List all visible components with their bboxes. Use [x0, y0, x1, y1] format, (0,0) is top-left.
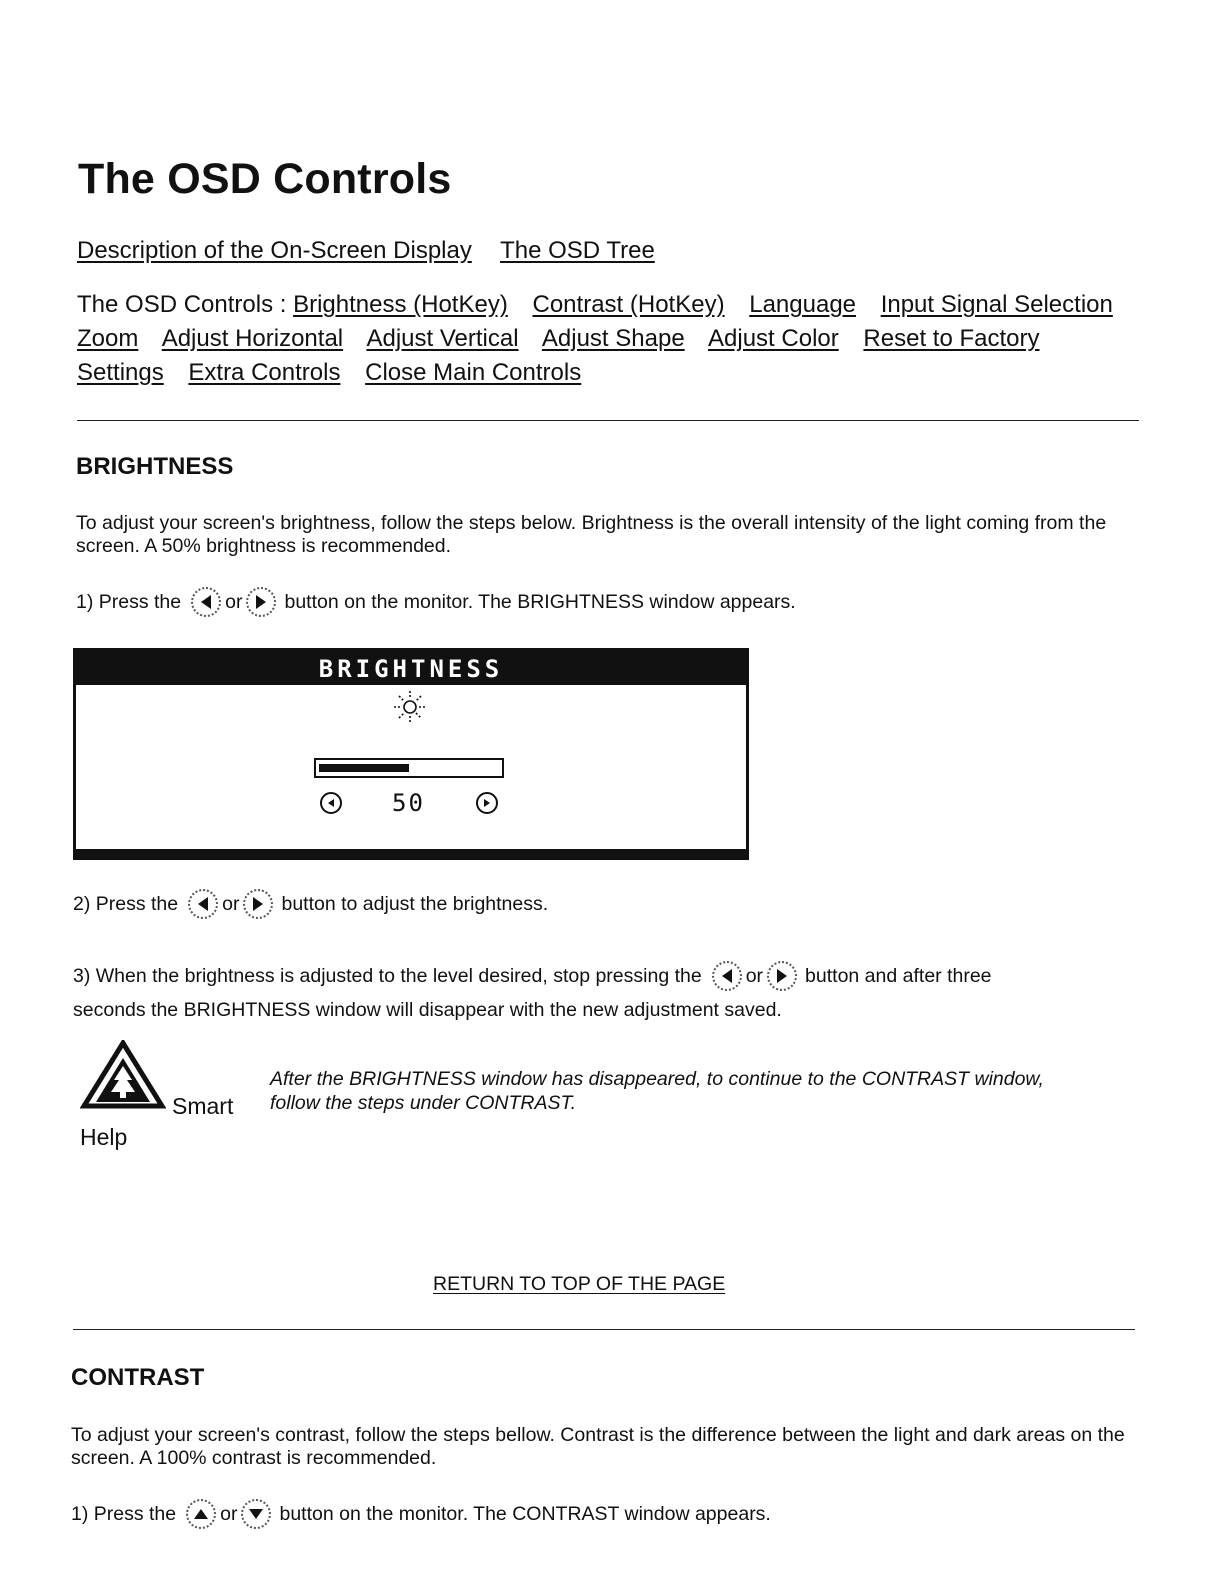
osd-title: BRIGHTNESS [76, 651, 746, 685]
contrast-step-1 [71, 1498, 771, 1530]
link-reset-factory[interactable]: Reset to Factory Settings [77, 325, 1040, 386]
page-title: The OSD Controls [78, 155, 452, 203]
return-to-top-link[interactable]: RETURN TO TOP OF THE PAGE [433, 1273, 726, 1295]
smart-help-label-2: Help [80, 1124, 128, 1150]
left-arrow-button-icon [191, 587, 221, 617]
brightness-osd-window [73, 648, 749, 860]
step-text: 1) Press the [76, 590, 182, 613]
link-adjust-color[interactable]: Adjust Color [708, 325, 839, 352]
brightness-level-bar [314, 758, 504, 778]
link-input-signal-selection[interactable]: Input Signal Selection [880, 291, 1113, 318]
right-arrow-button-icon [246, 587, 276, 617]
controls-nav [77, 288, 1137, 390]
smart-help-warning-icon [80, 1040, 166, 1115]
step-text: 1) Press the [71, 1502, 177, 1525]
step-text: or [225, 590, 243, 613]
osd-value: 50 [392, 789, 425, 817]
down-arrow-button-icon [241, 1499, 271, 1529]
step-text: button on the monitor. The CONTRAST window appears. [279, 1502, 771, 1525]
osd-right-arrow-icon [476, 792, 498, 814]
smart-help-label: Smart [172, 1093, 234, 1119]
controls-nav-prefix: The OSD Controls : [77, 291, 294, 318]
brightness-heading: BRIGHTNESS [76, 453, 234, 480]
brightness-step-2 [73, 888, 548, 920]
link-description-osd[interactable]: Description of the On-Screen Display [77, 237, 472, 264]
brightness-step-3 [73, 960, 992, 992]
link-language[interactable]: Language [749, 291, 857, 318]
link-osd-tree[interactable]: The OSD Tree [500, 237, 655, 264]
link-adjust-horizontal[interactable]: Adjust Horizontal [161, 325, 344, 352]
step-text: or [222, 892, 240, 915]
brightness-level-fill [319, 764, 409, 772]
link-extra-controls[interactable]: Extra Controls [188, 359, 341, 386]
up-arrow-button-icon [186, 1499, 216, 1529]
osd-bottom-bar [76, 849, 746, 857]
link-adjust-shape[interactable]: Adjust Shape [541, 325, 685, 352]
top-nav [77, 237, 677, 265]
sun-icon [392, 689, 428, 730]
brightness-intro: To adjust your screen's brightness, follow the steps below. Brightness is the overall intensity of the light coming from the screen. A 50% brightness is recommended. [76, 512, 1107, 557]
left-arrow-button-icon [712, 961, 742, 991]
link-contrast[interactable]: Contrast (HotKey) [532, 291, 725, 318]
link-close-main-controls[interactable]: Close Main Controls [365, 359, 582, 386]
right-arrow-button-icon [767, 961, 797, 991]
step-text: or [745, 964, 764, 987]
link-brightness[interactable]: Brightness (HotKey) [293, 291, 508, 318]
contrast-intro: To adjust your screen's contrast, follow the steps bellow. Contrast is the difference between the light and dark areas on the screen. A 100% contrast is recommended. [71, 1424, 1125, 1469]
divider [73, 1329, 1135, 1330]
link-zoom[interactable]: Zoom [77, 325, 139, 352]
brightness-step-1 [76, 586, 796, 618]
step-text: button and after three [805, 964, 992, 987]
divider [77, 420, 1139, 421]
brightness-step-3-cont: seconds the BRIGHTNESS window will disappear with the new adjustment saved. [73, 999, 782, 1021]
step-text: 3) When the brightness is adjusted to the level desired, stop pressing the [73, 964, 702, 987]
step-text: button to adjust the brightness. [281, 892, 549, 915]
step-text: button on the monitor. The BRIGHTNESS window appears. [284, 590, 796, 613]
step-text: or [220, 1502, 238, 1525]
right-arrow-button-icon [243, 889, 273, 919]
osd-left-arrow-icon [320, 792, 342, 814]
step-text: 2) Press the [73, 892, 179, 915]
contrast-heading: CONTRAST [71, 1364, 205, 1391]
link-adjust-vertical[interactable]: Adjust Vertical [366, 325, 519, 352]
left-arrow-button-icon [188, 889, 218, 919]
smart-help-text: After the BRIGHTNESS window has disappeared, to continue to the CONTRAST window, follow the steps under CONTRAST. [270, 1068, 1044, 1114]
